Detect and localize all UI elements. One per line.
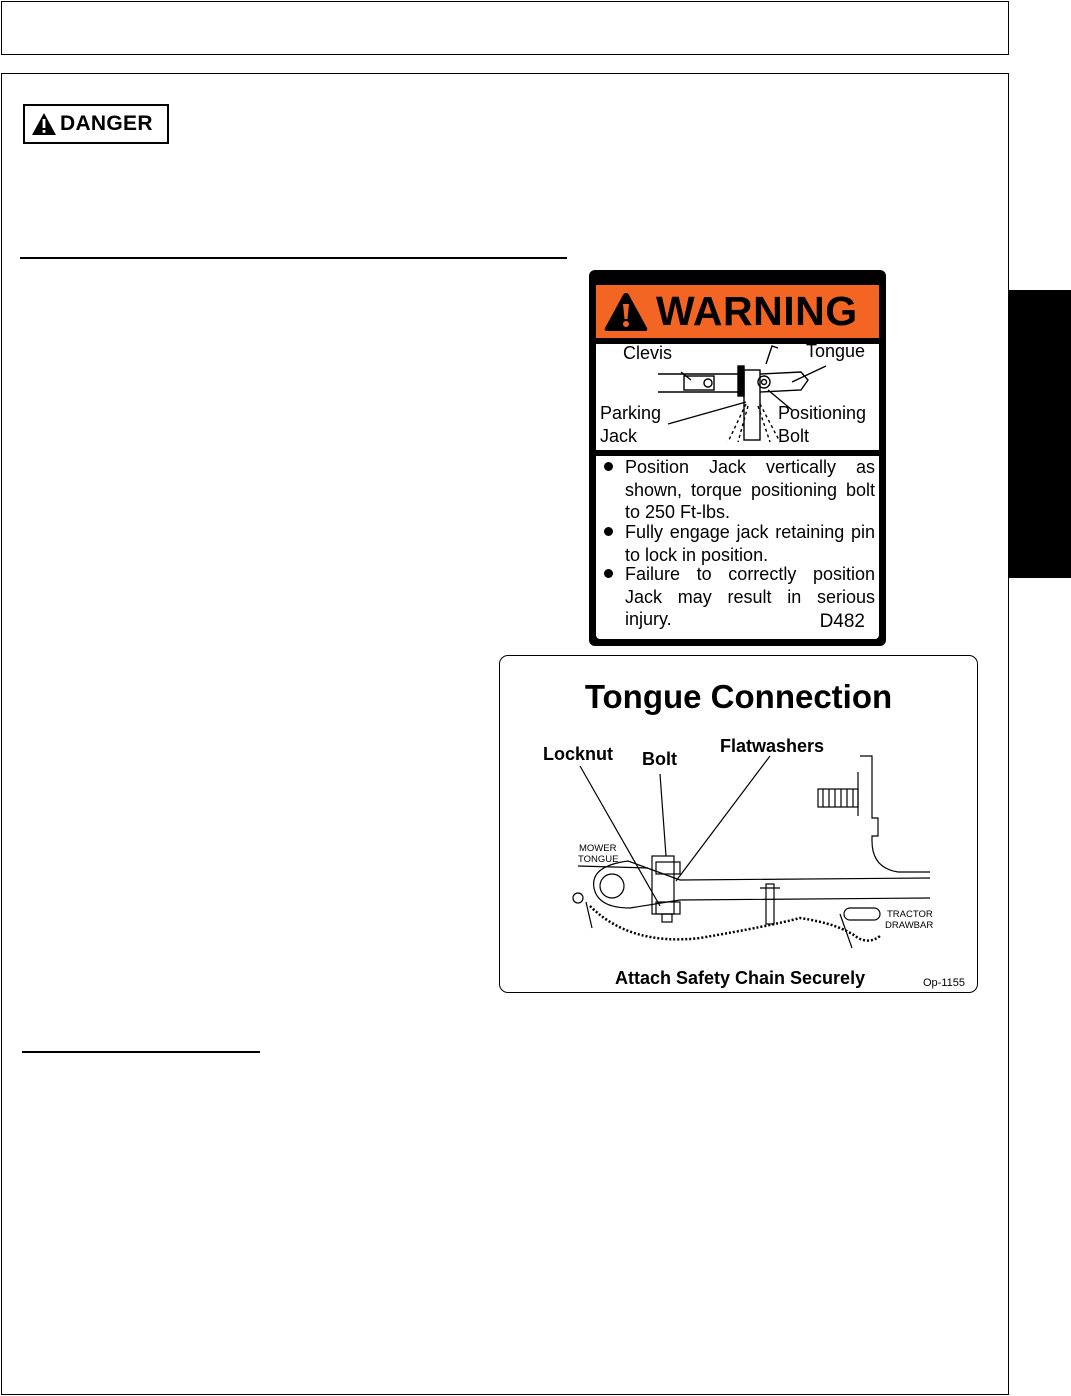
locknut-label: Locknut xyxy=(543,744,613,764)
jack-label: Jack xyxy=(600,426,638,446)
page-header-box xyxy=(1,1,1009,55)
positioning-label: Positioning xyxy=(778,403,867,423)
warning-triangle-icon xyxy=(31,112,57,136)
bullet-icon xyxy=(604,527,613,536)
jack-diagram xyxy=(596,341,879,450)
figure-caption: Attach Safety Chain Securely xyxy=(615,968,866,988)
instruction-text: Fully engage jack retaining pin to lock in position. xyxy=(625,522,875,565)
clevis-label: Clevis xyxy=(623,343,673,363)
tongue-hitch-drawing xyxy=(500,656,976,991)
parking-label: Parking xyxy=(600,403,662,423)
section-side-tab xyxy=(1009,290,1071,578)
bolt-label: Bolt xyxy=(642,749,677,769)
warning-triangle-icon xyxy=(604,292,648,332)
tractor-label: TRACTOR xyxy=(887,909,933,920)
figure-title: Tongue Connection xyxy=(584,678,893,715)
section-rule xyxy=(20,257,567,259)
danger-label: DANGER xyxy=(60,112,153,135)
warning-label: WARNING xyxy=(656,288,858,334)
flatwashers-label: Flatwashers xyxy=(720,736,825,756)
mower-label: MOWER xyxy=(579,843,617,854)
tongue-label: Tongue xyxy=(806,341,866,361)
instruction-text: Failure to correctly position Jack may result in serious injury. xyxy=(625,564,875,629)
bolt-label: Bolt xyxy=(778,426,810,446)
warning-instructions xyxy=(596,456,879,639)
instruction-text: Position Jack vertically as shown, torque positioning bolt to 250 Ft-lbs. xyxy=(625,457,875,522)
section-rule xyxy=(22,1051,260,1053)
figure-code: Op-1155 xyxy=(923,977,965,989)
bullet-icon xyxy=(604,569,613,578)
tongue-label: TONGUE xyxy=(578,854,619,865)
drawbar-label: DRAWBAR xyxy=(885,920,934,931)
warning-decal xyxy=(589,270,886,646)
danger-badge xyxy=(23,104,169,144)
tongue-connection-figure xyxy=(499,655,978,993)
warning-header xyxy=(596,285,879,338)
bullet-icon xyxy=(604,462,613,471)
decal-code: D482 xyxy=(819,611,865,632)
